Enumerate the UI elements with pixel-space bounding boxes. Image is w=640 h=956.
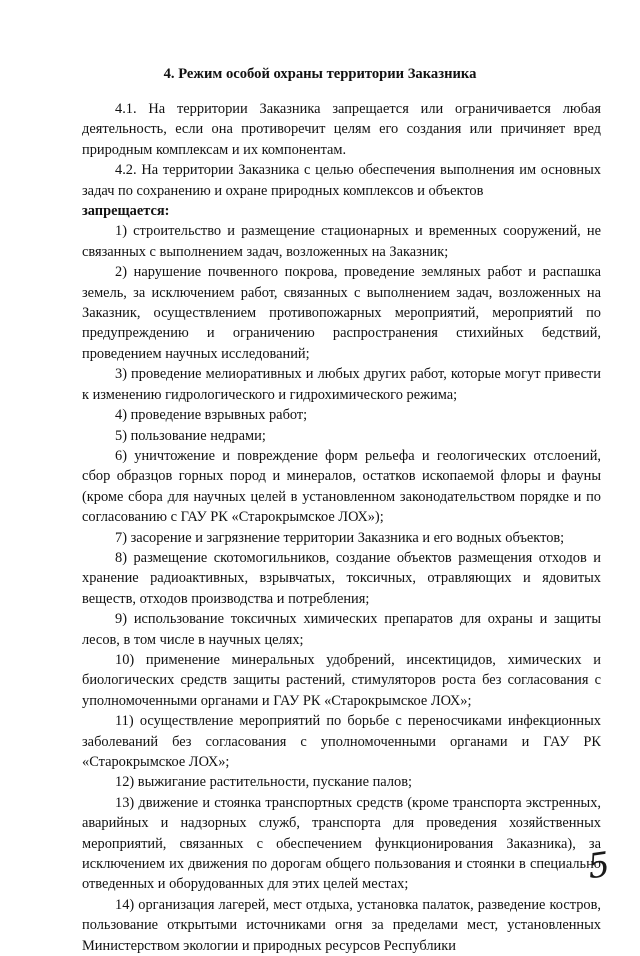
list-item-3: 3) проведение мелиоративных и любых других работ, которые могут привести к изменению гидрологического и гидрохимического режима;	[82, 366, 601, 403]
list-item-4: 4) проведение взрывных работ;	[115, 407, 308, 424]
list-item-11: 11) осуществление мероприятий по борьбе с переносчиками инфекционных заболеваний без согласования с уполномоченными органами и ГАУ РК «Старокрымское ЛОХ»;	[82, 713, 601, 770]
section-heading: 4. Режим особой охраны территории Заказника	[163, 66, 477, 82]
list-item-14: 14) организация лагерей, мест отдыха, установка палаток, разведение костров, пользование открытыми источниками огня за пределами мест, установленных Министерством экологии и природных ресурсов Республики	[82, 896, 601, 954]
list-item-5: 5) пользование недрами;	[115, 427, 266, 444]
list-item-10: 10) применение минеральных удобрений, инсектицидов, химических и биологических средств защиты растений, стимуляторов роста без согласования с уполномоченными органами и ГАУ РК «Старокрымское ЛОХ»;	[82, 651, 601, 709]
list-item-8: 8) размещение скотомогильников, создание объектов размещения отходов и хранение радиоактивных, взрывчатых, токсичных, отравляющих и ядовитых веществ, отходов производства и потребления;	[82, 549, 601, 607]
paragraph-4-2-prohibited-label: запрещается:	[82, 203, 170, 220]
page-number: 5	[585, 844, 613, 888]
list-item-13: 13) движение и стоянка транспортных средств (кроме транспорта экстренных, аварийных и надзорных служб, транспорта для проведения хозяйственных мероприятий, связанных с обеспечением функционирования Заказника), за исключением их движения по дорогам общего пользования и стоянки в специально отведенных и оборудованных для этих целей местах;	[82, 794, 601, 893]
document-body	[82, 99, 601, 956]
paragraph-4-1: 4.1. На территории Заказника запрещается или ограничивается любая деятельность, если она противоречит целям его создания или причиняет вред природным комплексам и их компонентам.	[82, 101, 601, 158]
list-item-7: 7) засорение и загрязнение территории Заказника и его водных объектов;	[115, 529, 565, 546]
list-item-9: 9) использование токсичных химических препаратов для охраны и защиты лесов, в том числе в научных целях;	[82, 611, 601, 648]
list-item-12: 12) выжигание растительности, пускание палов;	[115, 774, 412, 791]
paragraph-4-2: 4.2. На территории Заказника с целью обеспечения выполнения им основных задач по сохранению и охране природных комплексов и объектов	[82, 162, 601, 199]
list-item-1: 1) строительство и размещение стационарных и временных сооружений, не связанных с выполнением задач, возложенных на Заказник;	[82, 223, 601, 260]
list-item-2: 2) нарушение почвенного покрова, проведение земляных работ и распашка земель, за исключением работ, связанных с выполнением задач, возложенных на Заказник, осуществлением противопожарных мероприятий, мероприятий по предупреждению и ограничению распространения стихийных бедствий, проведением научных исследований;	[82, 264, 601, 362]
list-item-6: 6) уничтожение и повреждение форм рельефа и геологических отслоений, сбор образцов горных пород и минералов, остатков ископаемой флоры и фауны (кроме сбора для научных целей в установленном законодательством порядке и по согласованию с ГАУ РК «Старокрымское ЛОХ»);	[82, 447, 601, 526]
